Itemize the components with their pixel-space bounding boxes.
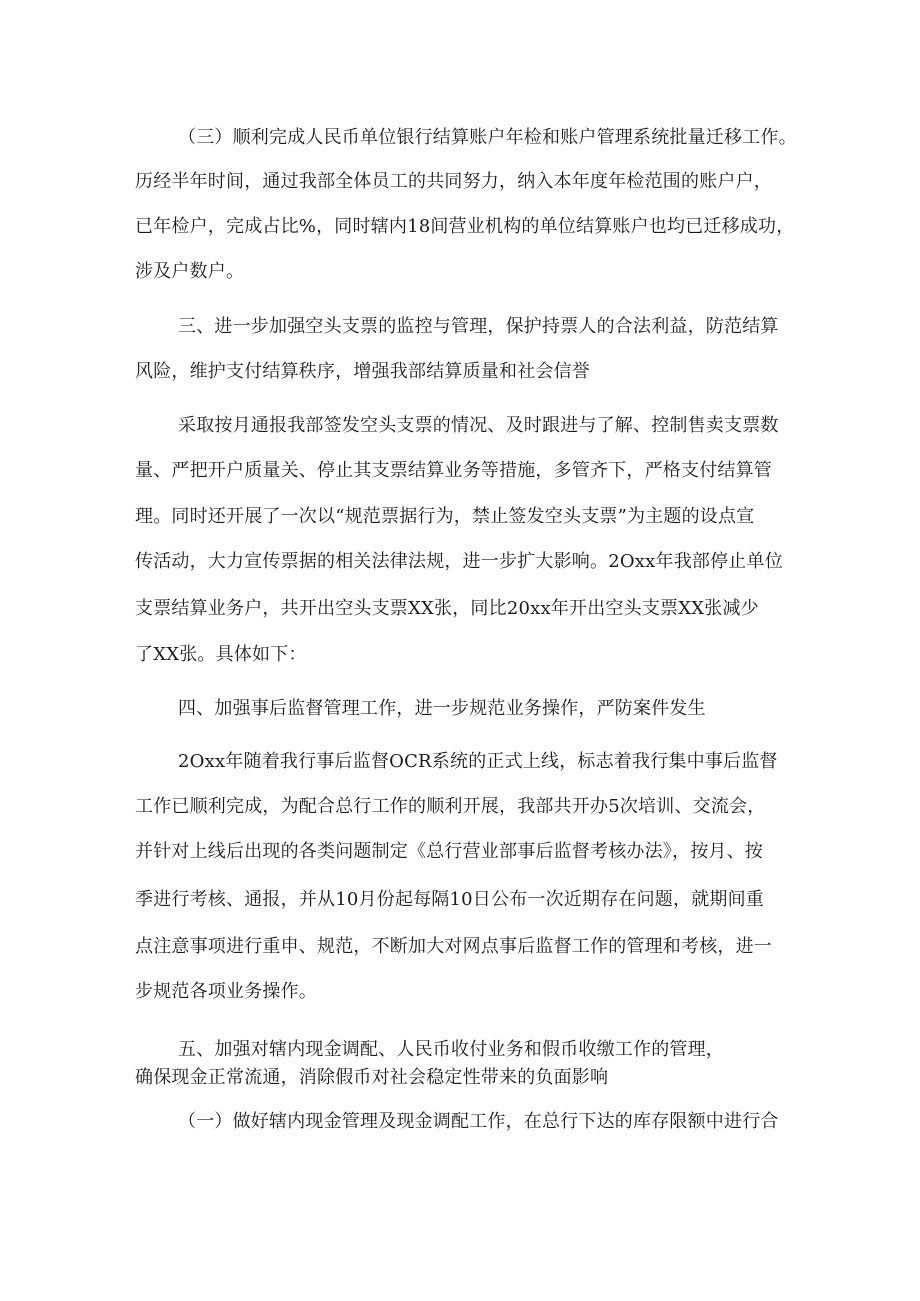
- text-line: 历经半年时间，通过我部全体员工的共同努力，纳入本年度年检范围的账户户，: [135, 171, 772, 192]
- text-line: 工作已顺利完成，为配合总行工作的顺利开展，我部共开办5次培训、交流会，: [135, 796, 766, 817]
- text-line: （三）顺利完成人民币单位银行结算账户年检和账户管理系统批量迁移工作。: [178, 127, 797, 148]
- section-heading: 三、进一步加强空头支票的监控与管理，保护持票人的合法利益，防范结算: [178, 316, 779, 337]
- text-line: 了XX张。具体如下：: [135, 644, 307, 665]
- section-heading: 确保现金正常流通，消除假币对社会稳定性带来的负面影响: [135, 1067, 609, 1088]
- text-line: （一）做好辖内现金管理及现金调配工作，在总行下达的库存限额中进行合: [178, 1111, 779, 1132]
- section-heading: 五、加强对辖内现金调配、人民币收付业务和假币收缴工作的管理，: [178, 1039, 724, 1060]
- text-line: 季进行考核、通报，并从10月份起每隔10日公布一次近期存在问题，就期间重: [135, 889, 765, 910]
- text-line: 2Oxx年随着我行事后监督OCR系统的正式上线，标志着我行集中事后监督: [178, 751, 778, 772]
- text-line: 量、严把开户质量关、停止其支票结算业务等措施，多管齐下，严格支付结算管: [135, 460, 772, 481]
- text-line: 支票结算业务户，共开出空头支票XX张，同比20xx年开出空头支票XX张减少: [135, 598, 759, 619]
- section-heading: 四、加强事后监督管理工作，进一步规范业务操作，严防案件发生: [178, 698, 706, 719]
- text-line: 涉及户数户。: [135, 261, 245, 282]
- text-line: 点注意事项进行重申、规范，不断加大对网点事后监督工作的管理和考核，进一: [135, 936, 772, 957]
- text-line: 采取按月通报我部签发空头支票的情况、及时跟进与了解、控制售卖支票数: [178, 415, 779, 436]
- text-line: 传活动，大力宣传票据的相关法律法规，进一步扩大影响。2Oxx年我部停止单位: [135, 551, 783, 572]
- text-line: 步规范各项业务操作。: [135, 981, 317, 1002]
- section-heading: 风险，维护支付结算秩序，增强我部结算质量和社会信誉: [135, 361, 590, 382]
- text-line: 理。同时还开展了一次以“规范票据行为，禁止签发空头支票”为主题的设点宣: [135, 506, 755, 527]
- text-line: 已年检户，完成占比%，同时辖内18间营业机构的单位结算账户也均已迁移成功，: [135, 216, 795, 237]
- text-line: 并针对上线后出现的各类问题制定《总行营业部事后监督考核办法》，按月、按: [135, 841, 763, 862]
